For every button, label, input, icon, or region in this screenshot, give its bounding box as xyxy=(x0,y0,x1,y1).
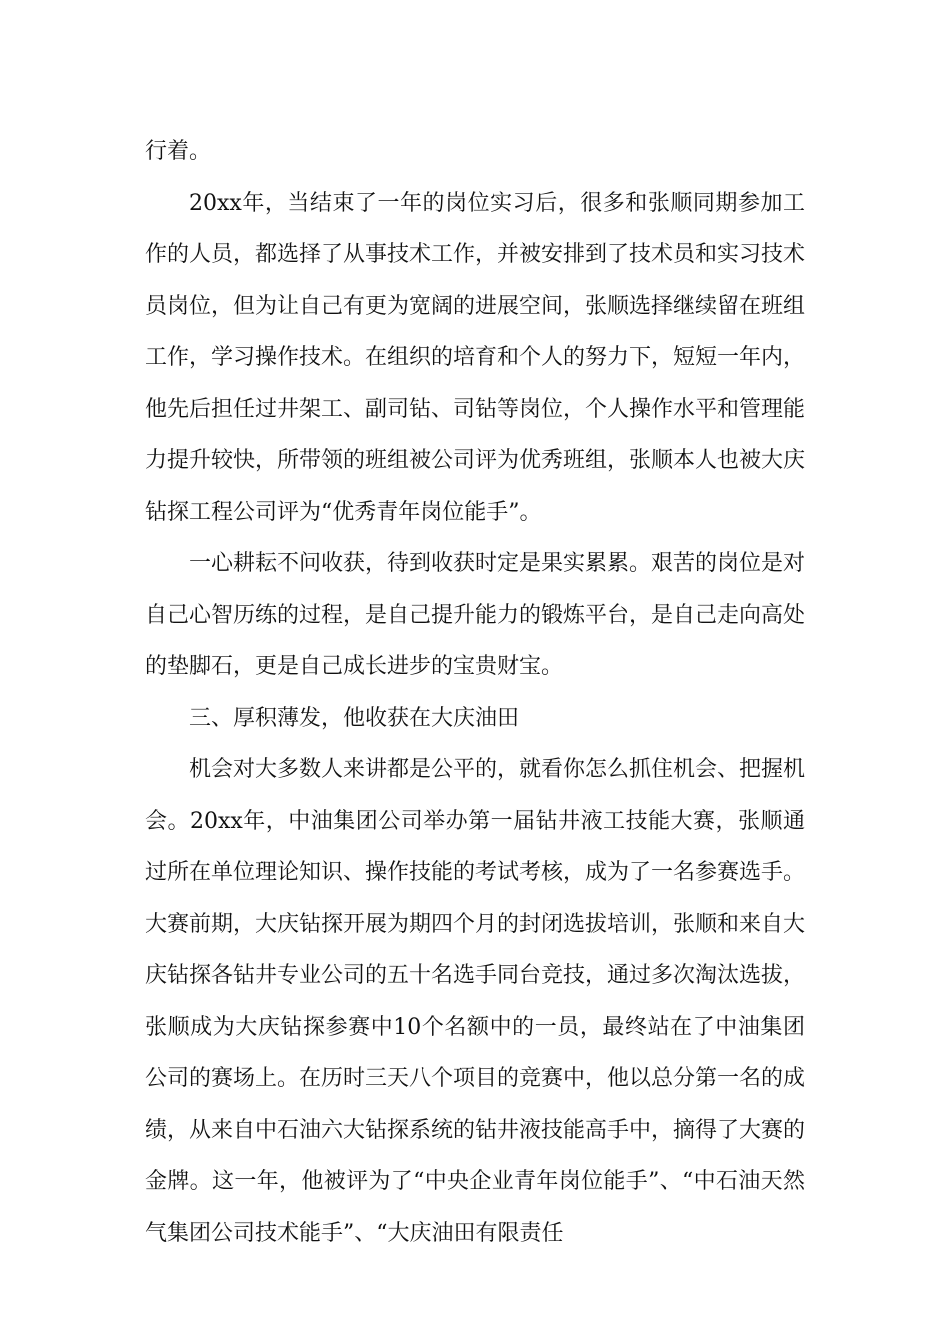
paragraph-competition: 机会对大多数人来讲都是公平的，就看你怎么抓住机会、把握机会。20xx年，中油集团公司举办第一届钻井液工技能大赛，张顺通过所在单位理论知识、操作技能的考试考核，成为了一名参赛选手。大赛前期，大庆钻探开展为期四个月的封闭选拔培训，张顺和来自大庆钻探各钻井专业公司的五十名选手同台竞技，通过多次淘汰选拔，张顺成为大庆钻探参赛中10个名额中的一员，最终站在了中油集团公司的赛场上。在历时三天八个项目的竞赛中，他以总分第一名的成绩，从来自中石油六大钻探系统的钻井液技能高手中，摘得了大赛的金牌。这一年，他被评为了“中央企业青年岗位能手”、“中石油天然气集团公司技术能手”、“大庆油田有限责任 xyxy=(145,757,806,1246)
section-heading: 三、厚积薄发，他收获在大庆油田 xyxy=(189,705,520,731)
paragraph-continuation: 行着。 xyxy=(145,139,212,164)
paragraph-reflection: 一心耕耘不问收获，待到收获时定是果实累累。艰苦的岗位是对自己心智历练的过程，是自己提升能力的锻炼平台，是自己走向高处的垫脚石，更是自己成长进步的宝贵财宝。 xyxy=(145,551,806,679)
paragraph-internship: 20xx年，当结束了一年的岗位实习后，很多和张顺同期参加工作的人员，都选择了从事技术工作，并被安排到了技术员和实习技术员岗位，但为让自己有更为宽阔的进展空间，张顺选择继续留在班组工作，学习操作技术。在组织的培育和个人的努力下，短短一年内，他先后担任过井架工、副司钻、司钻等岗位，个人操作水平和管理能力提升较快，所带领的班组被公司评为优秀班组，张顺本人也被大庆钻探工程公司评为“优秀青年岗位能手”。 xyxy=(145,190,806,525)
document-body xyxy=(145,126,805,1259)
